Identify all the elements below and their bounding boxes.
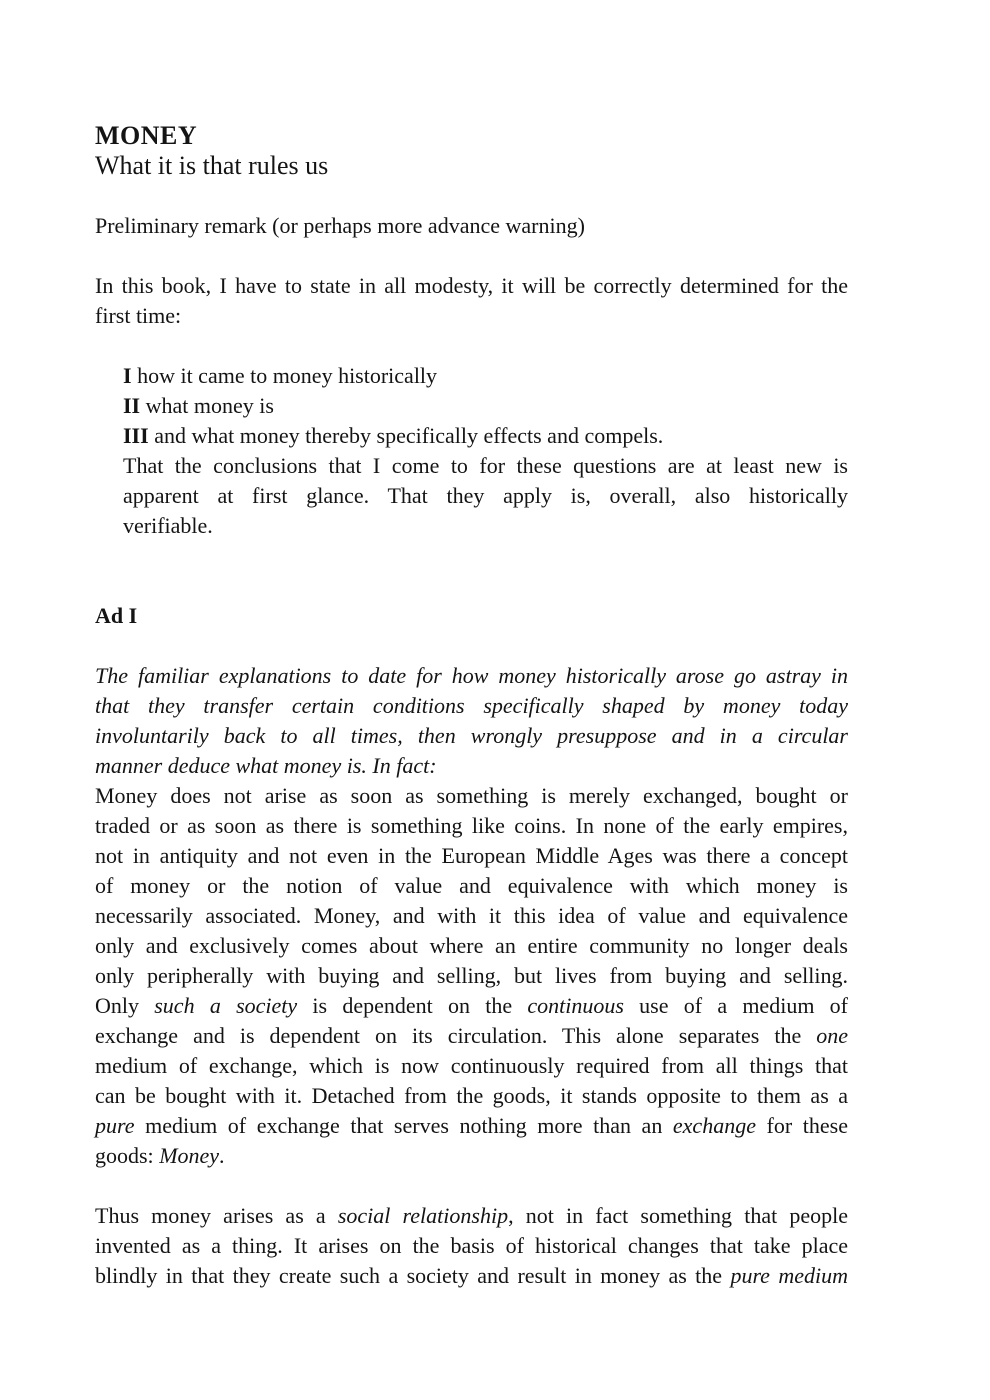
text-line xyxy=(123,391,848,421)
paragraph-familiar-explanations xyxy=(95,661,848,781)
text-run: how it came to money historically xyxy=(131,363,438,388)
text-line xyxy=(95,1141,848,1171)
list-item-iii xyxy=(95,421,848,451)
text-run: The familiar explanations to date for how money historically arose go astray in xyxy=(95,663,848,688)
text-line xyxy=(95,751,848,781)
list-item-ii xyxy=(95,391,848,421)
text-run: not in antiquity and not even in the European Middle Ages was there a concept xyxy=(95,843,848,868)
text-run: Only xyxy=(95,993,155,1018)
paragraph-conclusions xyxy=(95,451,848,541)
spacer xyxy=(95,541,848,571)
text-run: MONEY xyxy=(95,121,198,150)
text-line xyxy=(95,151,848,181)
text-run: exchange and is dependent on its circulation. This alone separates the xyxy=(95,1023,817,1048)
text-run: pure xyxy=(95,1113,135,1138)
text-run: medium of exchange that serves nothing more than an xyxy=(134,1113,673,1138)
text-line xyxy=(95,1021,848,1051)
text-run: can be bought with it. Detached from the goods, it stands opposite to them as a xyxy=(95,1083,848,1108)
text-run: necessarily associated. Money, and with it this idea of value and equivalence xyxy=(95,903,848,928)
text-line xyxy=(95,271,848,301)
text-run: Money does not arise as soon as something is merely exchanged, bought or xyxy=(95,783,848,808)
text-line xyxy=(95,961,848,991)
text-run: . xyxy=(219,1143,225,1168)
paragraph-thus-money-arises xyxy=(95,1201,848,1291)
text-run: In this book, I have to state in all modesty, it will be correctly determined for the xyxy=(95,273,848,298)
text-line xyxy=(95,661,848,691)
text-run: What it is that rules us xyxy=(95,151,329,180)
text-run: medium of exchange, which is now continuously required from all things that xyxy=(95,1053,848,1078)
text-run: is dependent on the xyxy=(297,993,528,1018)
text-line xyxy=(95,1261,848,1291)
text-line xyxy=(123,451,848,481)
text-line xyxy=(95,871,848,901)
text-run: pure medium xyxy=(730,1263,848,1288)
text-line xyxy=(95,1051,848,1081)
text-run: traded or as soon as there is something like coins. In none of the early empires, xyxy=(95,813,848,838)
spacer xyxy=(95,571,848,601)
text-line xyxy=(95,211,848,241)
spacer xyxy=(95,1171,848,1201)
spacer xyxy=(95,241,848,271)
text-run: Preliminary remark (or perhaps more advance warning) xyxy=(95,213,585,238)
text-run: II xyxy=(123,393,141,418)
text-run: only peripherally with buying and selling, but lives from buying and selling. xyxy=(95,963,848,988)
text-line xyxy=(95,1081,848,1111)
text-line xyxy=(95,901,848,931)
text-run: of money or the notion of value and equivalence with which money is xyxy=(95,873,848,898)
text-line xyxy=(123,421,848,451)
text-run: III xyxy=(123,423,149,448)
text-run: blindly in that they create such a society and result in money as the xyxy=(95,1263,731,1288)
text-run: I xyxy=(123,363,132,388)
text-run: verifiable. xyxy=(123,513,213,538)
document-title xyxy=(95,121,848,151)
text-run: Money xyxy=(159,1143,220,1168)
text-run: only and exclusively comes about where an entire community no longer deals xyxy=(95,933,848,958)
text-line xyxy=(95,121,848,151)
text-run: continuous xyxy=(527,993,624,1018)
text-run: and what money thereby specifically effects and compels. xyxy=(148,423,664,448)
text-line xyxy=(123,511,848,541)
text-run: That the conclusions that I come to for these questions are at least new is xyxy=(123,453,848,478)
text-run: what money is xyxy=(140,393,274,418)
text-run: Thus money arises as a xyxy=(95,1203,338,1228)
text-line xyxy=(95,811,848,841)
text-line xyxy=(95,721,848,751)
text-line xyxy=(95,1201,848,1231)
text-line xyxy=(95,691,848,721)
text-run: apparent at first glance. That they apply is, overall, also historically xyxy=(123,483,848,508)
text-run: first time: xyxy=(95,303,182,328)
text-line xyxy=(95,1111,848,1141)
document-subtitle xyxy=(95,151,848,181)
text-line xyxy=(95,841,848,871)
paragraph-preliminary-remark xyxy=(95,211,848,241)
list-item-i xyxy=(95,361,848,391)
text-run: invented as a thing. It arises on the basis of historical changes that take place xyxy=(95,1233,848,1258)
text-run: use of a medium of xyxy=(623,993,848,1018)
text-line xyxy=(95,991,848,1021)
text-run: Ad I xyxy=(95,603,138,628)
text-run: , not in fact something that people xyxy=(508,1203,848,1228)
spacer xyxy=(95,181,848,211)
text-line xyxy=(95,301,848,331)
text-run: goods: xyxy=(95,1143,160,1168)
text-run: involuntarily back to all times, then wrongly presuppose and in a circular xyxy=(95,723,848,748)
text-line xyxy=(95,781,848,811)
text-line xyxy=(123,481,848,511)
text-run: that they transfer certain conditions specifically shaped by money today xyxy=(95,693,848,718)
spacer xyxy=(95,631,848,661)
text-run: for these xyxy=(755,1113,848,1138)
text-run: manner deduce what money is. In fact: xyxy=(95,753,437,778)
text-line xyxy=(95,601,848,631)
paragraph-money-does-not-arise xyxy=(95,781,848,1171)
text-line xyxy=(95,1231,848,1261)
text-line xyxy=(95,931,848,961)
text-run: social relationship xyxy=(337,1203,509,1228)
text-line xyxy=(123,361,848,391)
text-run: exchange xyxy=(672,1113,756,1138)
paragraph-intro xyxy=(95,271,848,331)
spacer xyxy=(95,331,848,361)
text-run: one xyxy=(816,1023,848,1048)
document-body xyxy=(95,121,848,1291)
section-heading-ad-i xyxy=(95,601,848,631)
text-run: such a society xyxy=(154,993,298,1018)
